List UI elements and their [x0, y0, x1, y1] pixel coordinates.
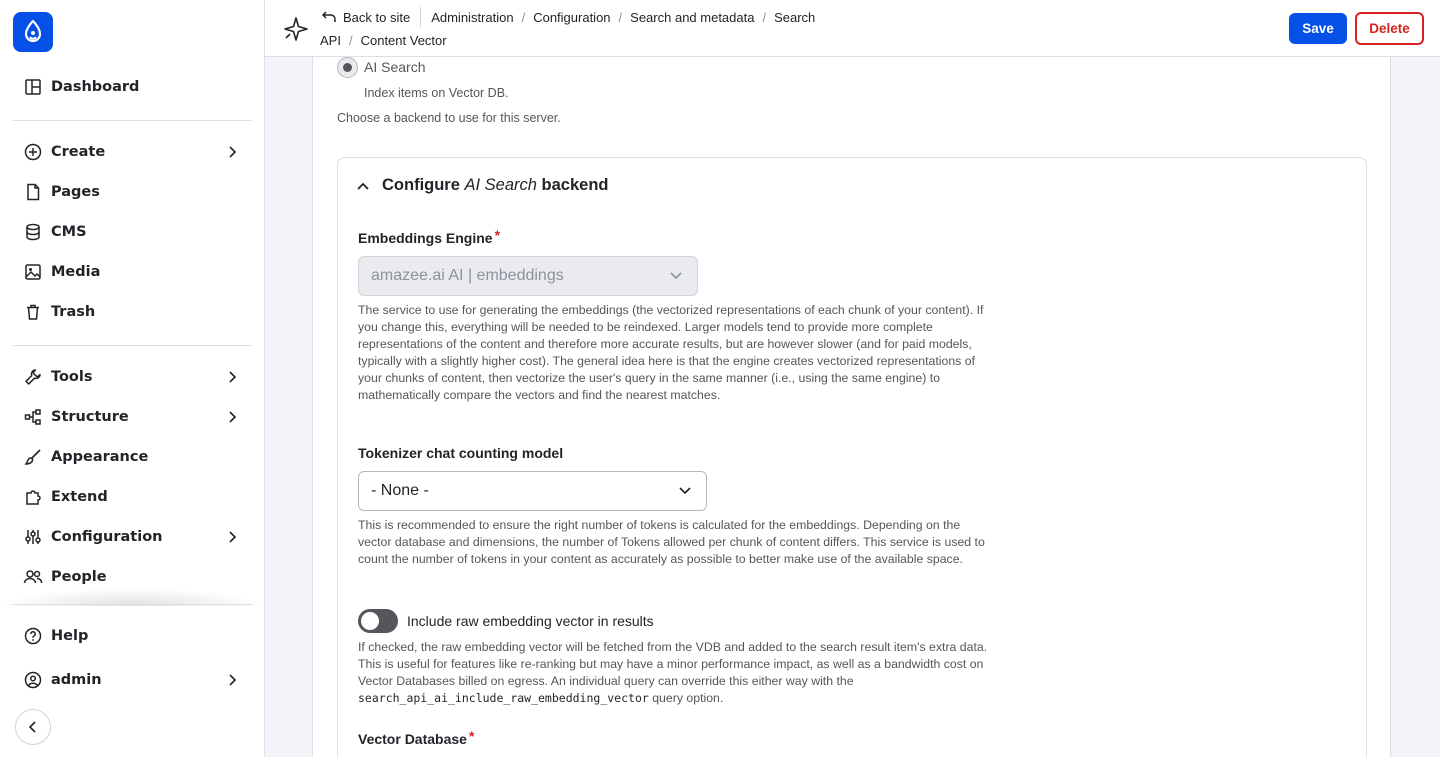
sidebar-item-label: Tools: [51, 369, 93, 385]
sidebar-divider: [13, 120, 252, 121]
embeddings-engine-select[interactable]: [358, 256, 698, 296]
raw-vector-toggle[interactable]: [358, 609, 398, 633]
breadcrumb-current: Content Vector: [360, 33, 447, 48]
chevron-right-icon: [224, 409, 240, 425]
structure-icon: [23, 407, 43, 427]
tokenizer-description: This is recommended to ensure the right number of tokens is calculated for the embeddings. Depending on the vector database and dimensions, the number of Tokens allowed per chunk of content differs. This service is used to count the number of tokens in your content as accurately as possible to better make use of the available space.: [358, 518, 985, 566]
image-icon: [23, 262, 43, 282]
breadcrumb-link[interactable]: Search: [774, 9, 816, 25]
trash-icon: [23, 302, 43, 322]
raw-vector-description: If checked, the raw embedding vector will be fetched from the VDB and added to the search result item's extra data. This is useful for features like re-ranking but may have a minor performance impact, as well as a bandwidth cost on Vector Databases billed on egress. An individual query can override this either way with the search_api_ai_include_raw_embedding_vector query option.: [358, 640, 988, 705]
people-icon: [23, 567, 43, 587]
embeddings-engine-label: Embeddings Engine *: [358, 227, 501, 246]
chevron-right-icon: [224, 369, 240, 385]
radio-label: AI Search: [364, 59, 426, 75]
sidebar-item-tools[interactable]: [13, 357, 252, 397]
ai-search-radio[interactable]: [337, 57, 358, 78]
chevron-down-icon: [678, 485, 692, 497]
sidebar-item-label: Extend: [51, 489, 108, 505]
sidebar-item-label: Create: [51, 144, 106, 160]
details-title: Configure AI Search backend: [382, 176, 609, 194]
sidebar-item-label: admin: [51, 672, 102, 688]
required-marker: *: [468, 728, 475, 744]
chevron-left-icon: [26, 720, 40, 734]
breadcrumb-link[interactable]: Search and metadata: [630, 9, 755, 25]
sidebar-item-appearance[interactable]: [13, 437, 252, 477]
drupal-logo-icon[interactable]: [13, 12, 53, 52]
sidebar-item-media[interactable]: [13, 252, 252, 292]
backend-help-text: Choose a backend to use for this server.: [337, 111, 561, 125]
sidebar-item-label: Dashboard: [51, 79, 140, 95]
sidebar-item-label: Help: [51, 628, 89, 644]
file-icon: [23, 182, 43, 202]
chevron-up-icon: [356, 181, 370, 191]
breadcrumb: [321, 7, 815, 27]
chevron-down-icon: [669, 270, 683, 282]
breadcrumb-separator: /: [521, 9, 526, 25]
sidebar-item-label: Pages: [51, 184, 100, 200]
back-to-site-link[interactable]: [321, 10, 410, 25]
sidebar-item-pages[interactable]: [13, 172, 252, 212]
back-label: Back to site: [343, 9, 411, 25]
select-value: amazee.ai AI | embeddings: [371, 267, 564, 284]
breadcrumb-continued: [320, 33, 447, 48]
sidebar-divider: [13, 345, 252, 346]
delete-button[interactable]: Delete: [1355, 12, 1424, 45]
sidebar-item-configuration[interactable]: [13, 517, 252, 557]
sidebar-item-cms[interactable]: [13, 212, 252, 252]
back-arrow-icon: [321, 10, 337, 24]
breadcrumb-divider: [420, 7, 421, 27]
database-icon: [23, 222, 43, 242]
tokenizer-label: Tokenizer chat counting model: [358, 445, 564, 461]
sidebar-item-label: People: [51, 569, 107, 585]
sidebar-item-label: Trash: [51, 304, 96, 320]
breadcrumb-link[interactable]: Configuration: [533, 9, 611, 25]
required-marker: *: [494, 227, 501, 243]
breadcrumb-link[interactable]: Administration: [431, 9, 514, 25]
query-option-code: search_api_ai_include_raw_embedding_vector: [358, 691, 649, 705]
sidebar-item-label: Structure: [51, 409, 129, 425]
sidebar: [0, 0, 265, 757]
sliders-icon: [23, 527, 43, 547]
sidebar-item-trash[interactable]: [13, 292, 252, 332]
wrench-icon: [23, 367, 43, 387]
vector-database-label: Vector Database *: [358, 728, 475, 747]
collapse-sidebar-button[interactable]: [15, 709, 51, 745]
sidebar-item-structure[interactable]: [13, 397, 252, 437]
brush-icon: [23, 447, 43, 467]
top-header: [265, 0, 1440, 57]
radio-dot: [343, 63, 352, 72]
sidebar-item-help[interactable]: [13, 616, 252, 656]
raw-vector-label: Include raw embedding vector in results: [407, 613, 654, 629]
breadcrumb-separator: /: [348, 33, 353, 48]
puzzle-icon: [23, 487, 43, 507]
details-summary[interactable]: [356, 176, 609, 195]
breadcrumb-separator: /: [618, 9, 623, 25]
breadcrumb-link[interactable]: API: [320, 33, 341, 48]
sidebar-item-label: Configuration: [51, 529, 163, 545]
sidebar-item-label: Appearance: [51, 449, 149, 465]
embeddings-engine-description: The service to use for generating the embeddings (the vectorized representations of each chunk of your content). If you change this, everything will be needed to be reindexed. Larger models tend to provide more complete representations of the content and therefore more accurate results, but are however slower (and for paid models, typically with a slightly higher cost). The general idea here is that the engine creates vectorized representations of your chunks of content, then vectorize the user's query in the same manner (i.e., using the same engine) to mathematically compare the vectors and find the nearest matches.: [358, 303, 984, 402]
sidebar-item-label: CMS: [51, 224, 87, 240]
breadcrumb-separator: /: [762, 9, 767, 25]
sidebar-item-admin[interactable]: [13, 660, 252, 700]
select-value: - None -: [371, 482, 429, 499]
sidebar-item-create[interactable]: [13, 132, 252, 172]
chevron-right-icon: [224, 672, 240, 688]
toggle-knob: [361, 612, 379, 630]
sidebar-item-extend[interactable]: [13, 477, 252, 517]
dashboard-icon: [23, 77, 43, 97]
tokenizer-select[interactable]: [358, 471, 707, 511]
sidebar-item-dashboard[interactable]: [13, 67, 252, 107]
plus-circle-icon: [23, 142, 43, 162]
save-button[interactable]: Save: [1289, 13, 1347, 44]
chevron-right-icon: [224, 529, 240, 545]
sidebar-divider: [13, 604, 252, 605]
user-circle-icon: [23, 670, 43, 690]
sidebar-item-label: Media: [51, 264, 101, 280]
help-icon: [23, 626, 43, 646]
sparkle-icon[interactable]: [283, 16, 309, 42]
radio-description: Index items on Vector DB.: [364, 86, 509, 100]
chevron-right-icon: [224, 144, 240, 160]
